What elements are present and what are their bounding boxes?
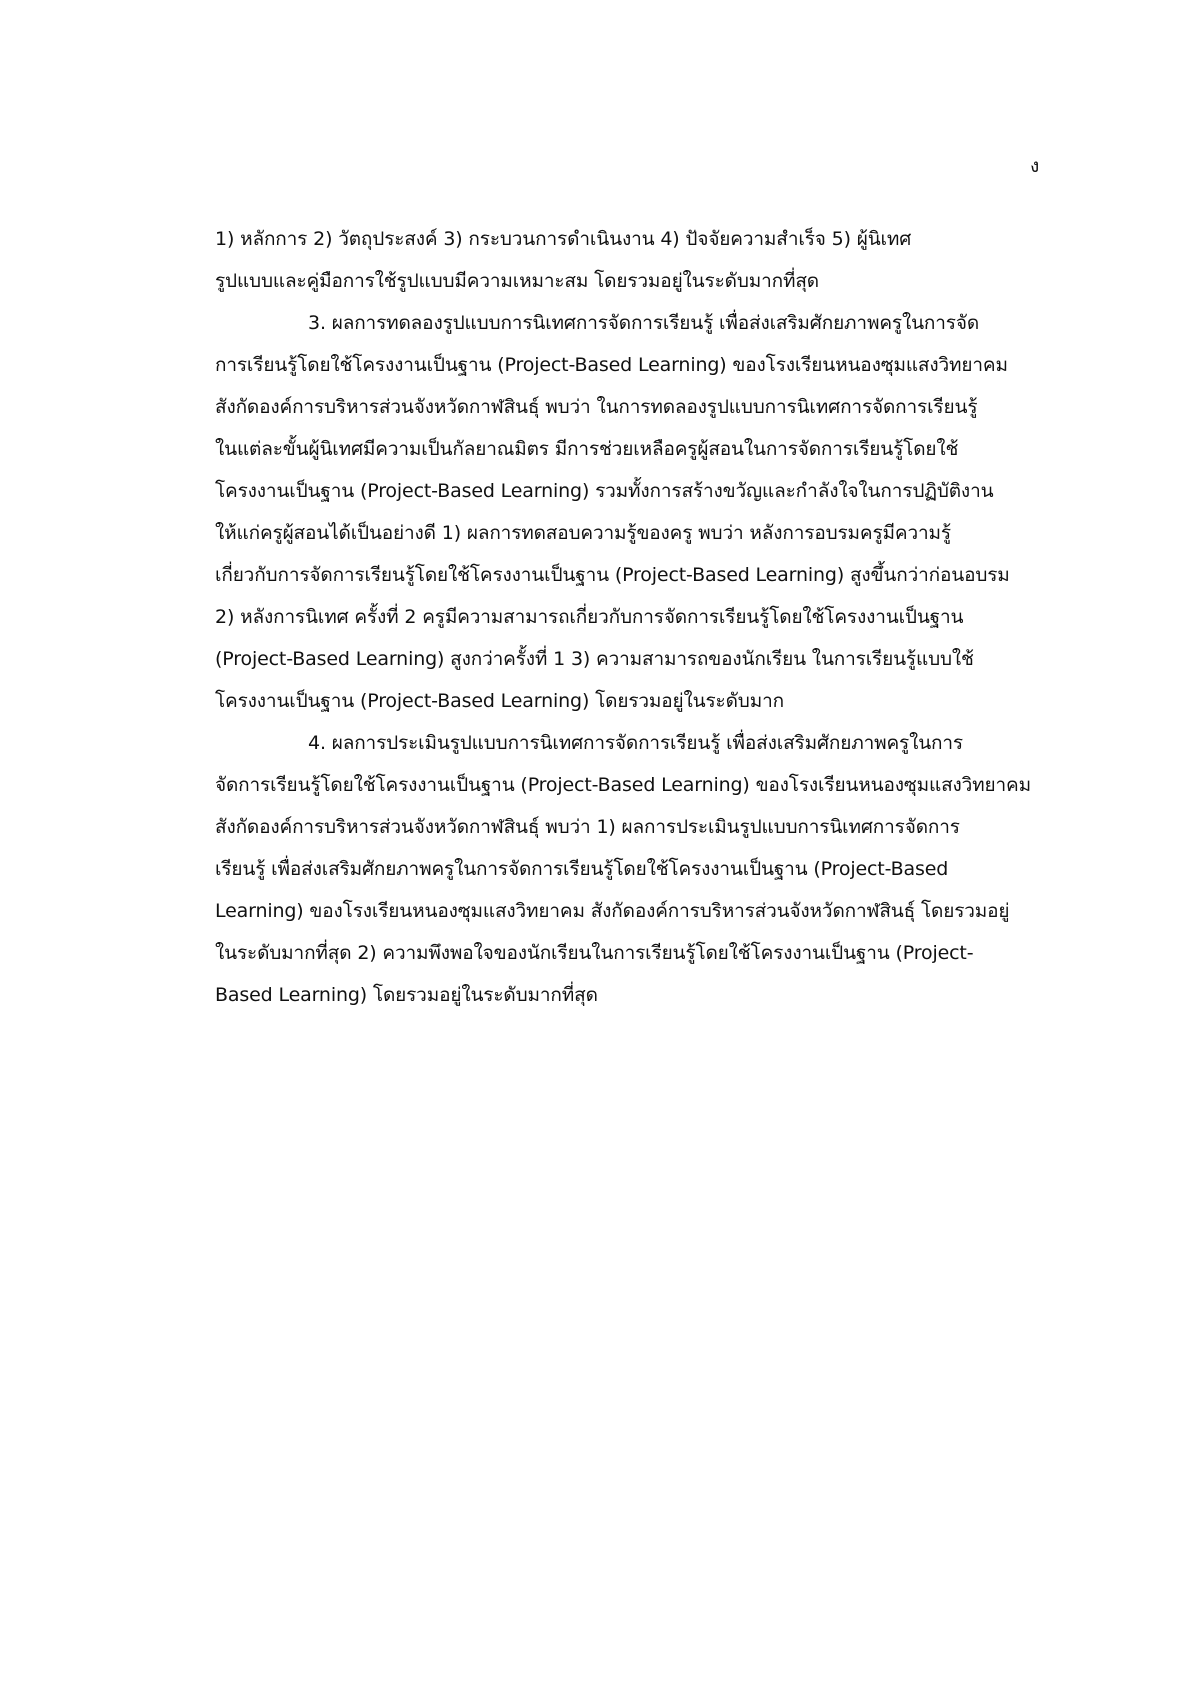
text-line: ในแต่ละขั้นผู้นิเทศมีความเป็นกัลยาณมิตร มีการช่วยเหลือครูผู้สอนในการจัดการเรียนรู้โดยใช้: [215, 438, 959, 460]
text-line: Learning) ของโรงเรียนหนองซุมแสงวิทยาคม สังกัดองค์การบริหารส่วนจังหวัดกาฬสินธุ์ โดยรวมอยู่: [215, 900, 1010, 922]
paragraph-4-first-line: 4. ผลการประเมินรูปแบบการนิเทศการจัดการเรียนรู้ เพื่อส่งเสริมศักยภาพครูในการ: [308, 732, 963, 754]
text-line: เกี่ยวกับการจัดการเรียนรู้โดยใช้โครงงานเป็นฐาน (Project-Based Learning) สูงขึ้นกว่าก่อนอบรม: [215, 564, 1010, 586]
text-line: เรียนรู้ เพื่อส่งเสริมศักยภาพครูในการจัดการเรียนรู้โดยใช้โครงงานเป็นฐาน (Project-Based: [215, 858, 949, 880]
text-line: โครงงานเป็นฐาน (Project-Based Learning) รวมทั้งการสร้างขวัญและกำลังใจในการปฏิบัติงาน: [215, 480, 994, 502]
paragraph-3-first-line: 3. ผลการทดลองรูปแบบการนิเทศการจัดการเรียนรู้ เพื่อส่งเสริมศักยภาพครูในการจัด: [308, 312, 980, 334]
text-line: Based Learning) โดยรวมอยู่ในระดับมากที่สุด: [215, 984, 598, 1006]
text-line: สังกัดองค์การบริหารส่วนจังหวัดกาฬสินธุ์ พบว่า ในการทดลองรูปแบบการนิเทศการจัดการเรียนรู้: [215, 396, 978, 418]
page-number: ง: [1030, 155, 1040, 177]
text-line: 2) หลังการนิเทศ ครั้งที่ 2 ครูมีความสามารถเกี่ยวกับการจัดการเรียนรู้โดยใช้โครงงานเป็นฐาน: [215, 606, 964, 628]
text-line: จัดการเรียนรู้โดยใช้โครงงานเป็นฐาน (Project-Based Learning) ของโรงเรียนหนองซุมแสงวิทยาคม: [215, 774, 1031, 796]
text-line: โครงงานเป็นฐาน (Project-Based Learning) โดยรวมอยู่ในระดับมาก: [215, 690, 784, 712]
text-line: รูปแบบและคู่มือการใช้รูปแบบมีความเหมาะสม โดยรวมอยู่ในระดับมากที่สุด: [215, 270, 819, 292]
text-line: สังกัดองค์การบริหารส่วนจังหวัดกาฬสินธุ์ พบว่า 1) ผลการประเมินรูปแบบการนิเทศการจัดการ: [215, 816, 960, 838]
text-line: 1) หลักการ 2) วัตถุประสงค์ 3) กระบวนการดำเนินงาน 4) ปัจจัยความสำเร็จ 5) ผู้นิเทศ: [215, 228, 912, 250]
body-text: [215, 218, 1055, 1016]
text-line: การเรียนรู้โดยใช้โครงงานเป็นฐาน (Project-Based Learning) ของโรงเรียนหนองซุมแสงวิทยาคม: [215, 354, 1008, 376]
text-line: ในระดับมากที่สุด 2) ความพึงพอใจของนักเรียนในการเรียนรู้โดยใช้โครงงานเป็นฐาน (Project-: [215, 942, 974, 964]
text-line: ให้แก่ครูผู้สอนได้เป็นอย่างดี 1) ผลการทดสอบความรู้ของครู พบว่า หลังการอบรมครูมีความรู้: [215, 522, 951, 544]
text-line: (Project-Based Learning) สูงกว่าครั้งที่ 1 3) ความสามารถของนักเรียน ในการเรียนรู้แบบใช้: [215, 648, 974, 670]
